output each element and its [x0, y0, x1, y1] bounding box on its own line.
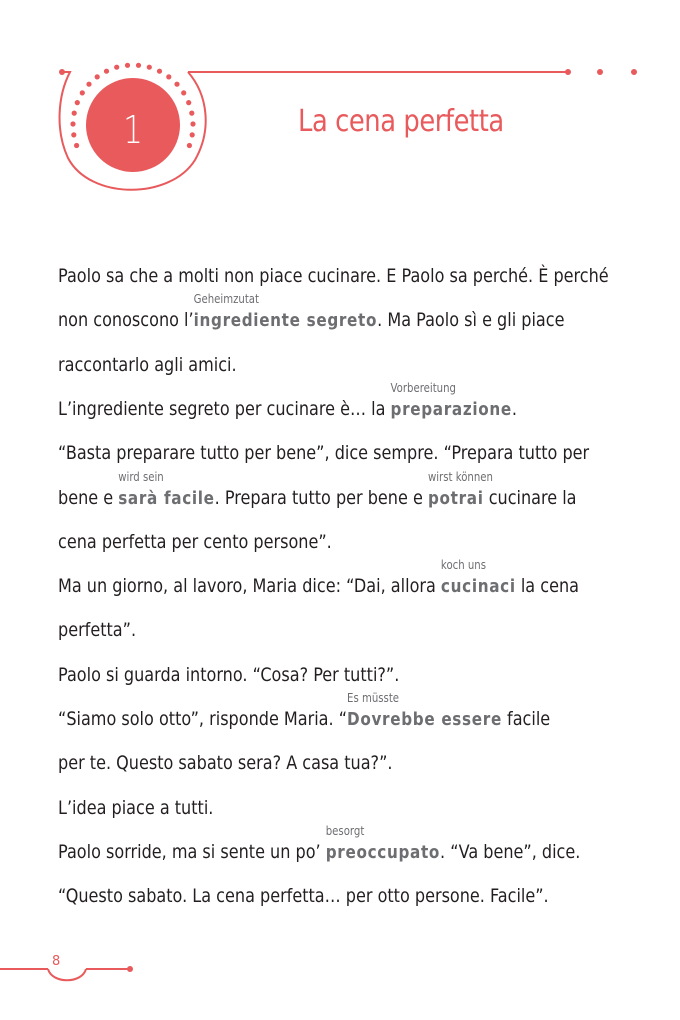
vocab-gloss: Es müsste — [347, 691, 400, 705]
text-line — [58, 558, 579, 599]
ring-dot — [104, 69, 109, 74]
text-segment: Paolo si guarda intorno. “Cosa? Per tutti?”. — [58, 663, 400, 686]
ring-dot — [71, 132, 76, 137]
text-line — [58, 796, 213, 820]
text-line — [58, 618, 136, 642]
vocab-word — [427, 469, 493, 511]
text-segment: L’idea piace a tutti. — [58, 796, 214, 819]
ring-dot — [95, 74, 100, 79]
vocab-word — [118, 469, 215, 511]
ring-dot — [189, 111, 194, 116]
text-segment: cena perfetta per cento persone”. — [58, 530, 332, 553]
vocab-gloss: koch uns — [440, 558, 487, 573]
text-segment: bene e — [58, 486, 119, 509]
text-line — [58, 823, 581, 865]
ring-dot — [70, 121, 75, 126]
text-segment: cucinare la — [483, 486, 577, 509]
vocab-word — [193, 292, 378, 333]
text-segment: Paolo sorride, ma si sente un po’ — [58, 840, 326, 863]
text-segment: . Ma Paolo sì e gli piace — [377, 309, 565, 332]
text-segment: perfetta”. — [58, 619, 137, 642]
vocab-term: Dovrebbe essere — [347, 709, 502, 730]
vocab-gloss: wirst können — [427, 469, 493, 484]
ring-dot — [166, 74, 171, 79]
ring-dot — [157, 69, 162, 74]
ring-dot — [181, 90, 186, 95]
text-line — [58, 691, 551, 732]
page-number: 8 — [52, 954, 61, 969]
text-segment: facile — [501, 708, 551, 730]
text-segment: per te. Questo sabato sera? A casa tua?”. — [58, 752, 393, 775]
vocab-word — [325, 823, 441, 865]
ring-dot — [86, 82, 91, 87]
ring-dot — [147, 65, 152, 70]
text-segment: . — [511, 397, 518, 420]
text-segment: Paolo sa che a molti non piace cucinare. E Paolo sa perché. È perché — [58, 265, 609, 287]
chapter-number: 1 — [123, 108, 143, 152]
ring-dot — [186, 100, 191, 105]
ring-dot — [74, 143, 79, 148]
vocab-term: preparazione — [390, 398, 512, 420]
vocab-term: potrai — [427, 487, 484, 509]
vocab-word — [440, 558, 516, 599]
text-segment: la cena — [515, 575, 579, 598]
ring-dot — [136, 63, 141, 68]
text-line — [58, 884, 549, 908]
text-line — [58, 530, 332, 554]
ring-dot — [190, 121, 195, 126]
text-line — [58, 663, 399, 687]
ring-dot — [72, 111, 77, 116]
text-segment: “Basta preparare tutto per bene”, dice sempre. “Prepara tutto per — [58, 442, 590, 465]
vocab-term: cucinaci — [440, 576, 516, 598]
text-line — [58, 264, 609, 288]
vocab-gloss: wird sein — [118, 469, 164, 484]
text-segment: Ma un giorno, al lavoro, Maria dice: “Dai, allora — [58, 575, 441, 598]
vocab-word — [390, 380, 512, 422]
text-segment: . “Va bene”, dice. — [440, 840, 581, 863]
ring-dot — [190, 132, 195, 137]
text-segment: “Questo sabato. La cena perfetta… per otto persone. Facile”. — [58, 885, 549, 908]
vocab-term: ingrediente segreto — [193, 310, 378, 332]
text-line — [58, 380, 518, 422]
vocab-term: preoccupato — [325, 841, 441, 863]
ring-dot — [125, 63, 130, 68]
ring-dot — [114, 65, 119, 70]
vocab-term: sarà facile — [118, 487, 215, 509]
text-line — [58, 292, 565, 333]
text-segment: “Siamo solo otto”, risponde Maria. “ — [58, 708, 348, 730]
ring-dot — [75, 100, 80, 105]
chapter-title: La cena perfetta — [298, 104, 504, 139]
vocab-gloss: Geheimzutat — [193, 292, 259, 307]
text-line — [58, 441, 589, 465]
text-segment: L’ingrediente segreto per cucinare è… la — [58, 397, 391, 420]
text-line — [58, 353, 237, 377]
ring-dot — [80, 90, 85, 95]
footer-ornament — [0, 940, 680, 1000]
vocab-gloss: Vorbereitung — [390, 380, 456, 395]
ring-dot — [174, 82, 179, 87]
text-segment: . Prepara tutto per bene e — [214, 486, 428, 509]
ring-dot — [187, 143, 192, 148]
text-line — [58, 751, 393, 775]
text-segment: raccontarlo agli amici. — [58, 353, 237, 376]
text-line — [58, 469, 577, 511]
text-segment: non conoscono l’ — [58, 309, 194, 332]
vocab-word — [347, 691, 502, 732]
vocab-gloss: besorgt — [325, 823, 365, 838]
